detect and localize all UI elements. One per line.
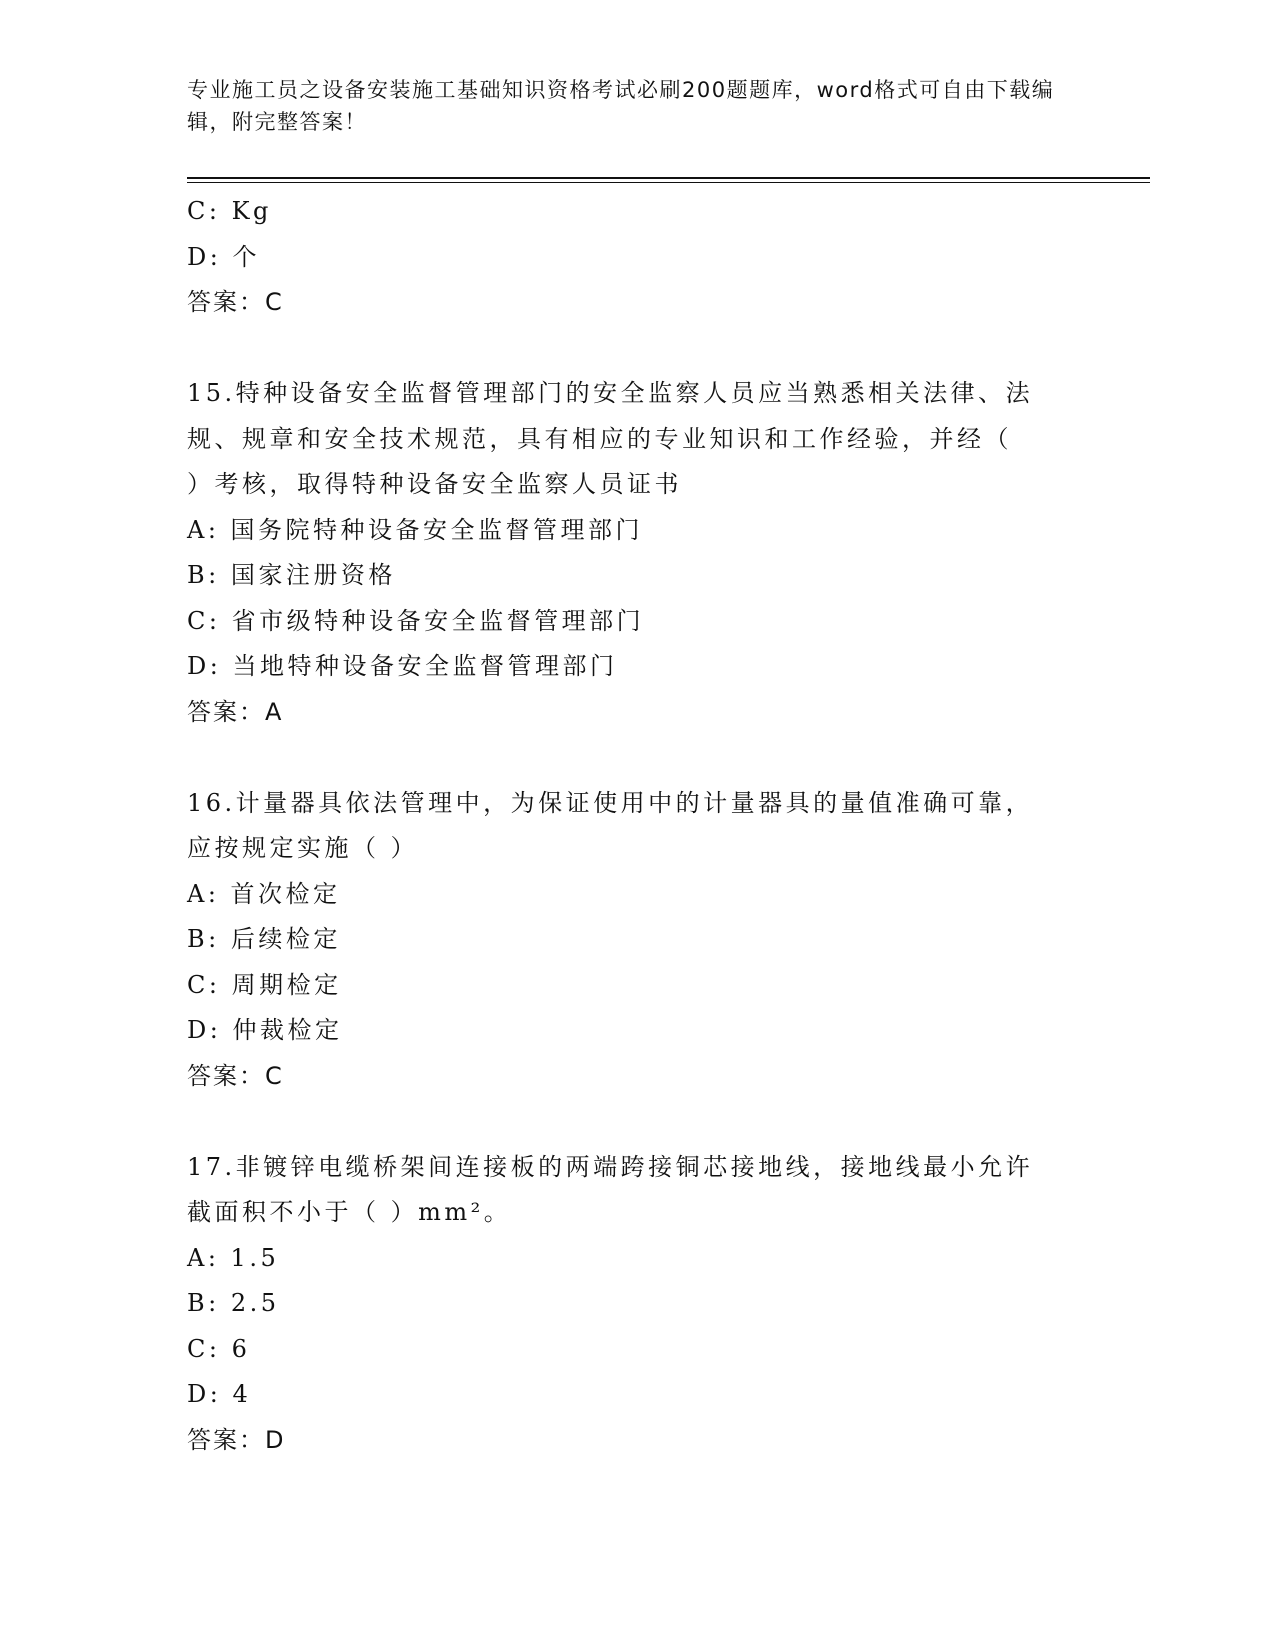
- answer: 答案：D: [187, 1425, 286, 1454]
- option-d: D: 当地特种设备安全监督管理部门: [187, 652, 618, 680]
- header-rule-thin: [187, 182, 1150, 183]
- option-a: A: 国务院特种设备安全监督管理部门: [187, 515, 644, 544]
- answer: 答案：C: [187, 288, 284, 316]
- option-c: C: Kg: [187, 197, 272, 225]
- question-text-line: 应按规定实施（ ）: [187, 834, 419, 862]
- answer: 答案：C: [187, 1061, 284, 1090]
- answer: 答案：A: [187, 697, 284, 726]
- question-content: [187, 189, 1087, 1463]
- question-text-line: 16.计量器具依法管理中，为保证使用中的计量器具的量值准确可靠，: [187, 788, 1034, 817]
- question-15: [187, 371, 1087, 735]
- option-d: D: 4: [187, 1380, 252, 1408]
- option-a: A: 1.5: [187, 1243, 280, 1272]
- option-d: D: 仲裁检定: [187, 1016, 343, 1044]
- option-b: B: 2.5: [187, 1289, 280, 1317]
- option-b: B: 国家注册资格: [187, 561, 396, 589]
- question-text-line: 规、规章和安全技术规范，具有相应的专业知识和工作经验，并经（: [187, 424, 1012, 453]
- option-b: B: 后续检定: [187, 925, 341, 953]
- question-16: [187, 781, 1087, 1100]
- option-c: C: 省市级特种设备安全监督管理部门: [187, 606, 645, 635]
- question-text-line: 15.特种设备安全监督管理部门的安全监察人员应当熟悉相关法律、法: [187, 379, 1034, 407]
- option-d: D: 个: [187, 242, 260, 271]
- spacer: [187, 326, 1087, 372]
- option-c: C: 周期检定: [187, 970, 342, 999]
- question-text-line: 17.非镀锌电缆桥架间连接板的两端跨接铜芯接地线，接地线最小允许: [187, 1152, 1034, 1181]
- option-c: C: 6: [187, 1334, 251, 1363]
- spacer: [187, 735, 1087, 781]
- question-text-line: ）考核，取得特种设备安全监察人员证书: [187, 470, 682, 498]
- question-text-line: 截面积不小于（ ）mm²。: [187, 1198, 512, 1226]
- spacer: [187, 1099, 1087, 1145]
- question-14-tail: [187, 189, 1087, 326]
- question-17: [187, 1145, 1087, 1464]
- option-a: A: 首次检定: [187, 879, 341, 908]
- document-header: 专业施工员之设备安装施工基础知识资格考试必刷200题题库，word格式可自由下载编辑，附完整答案！: [187, 78, 1055, 134]
- header-rule-thick: [187, 177, 1150, 179]
